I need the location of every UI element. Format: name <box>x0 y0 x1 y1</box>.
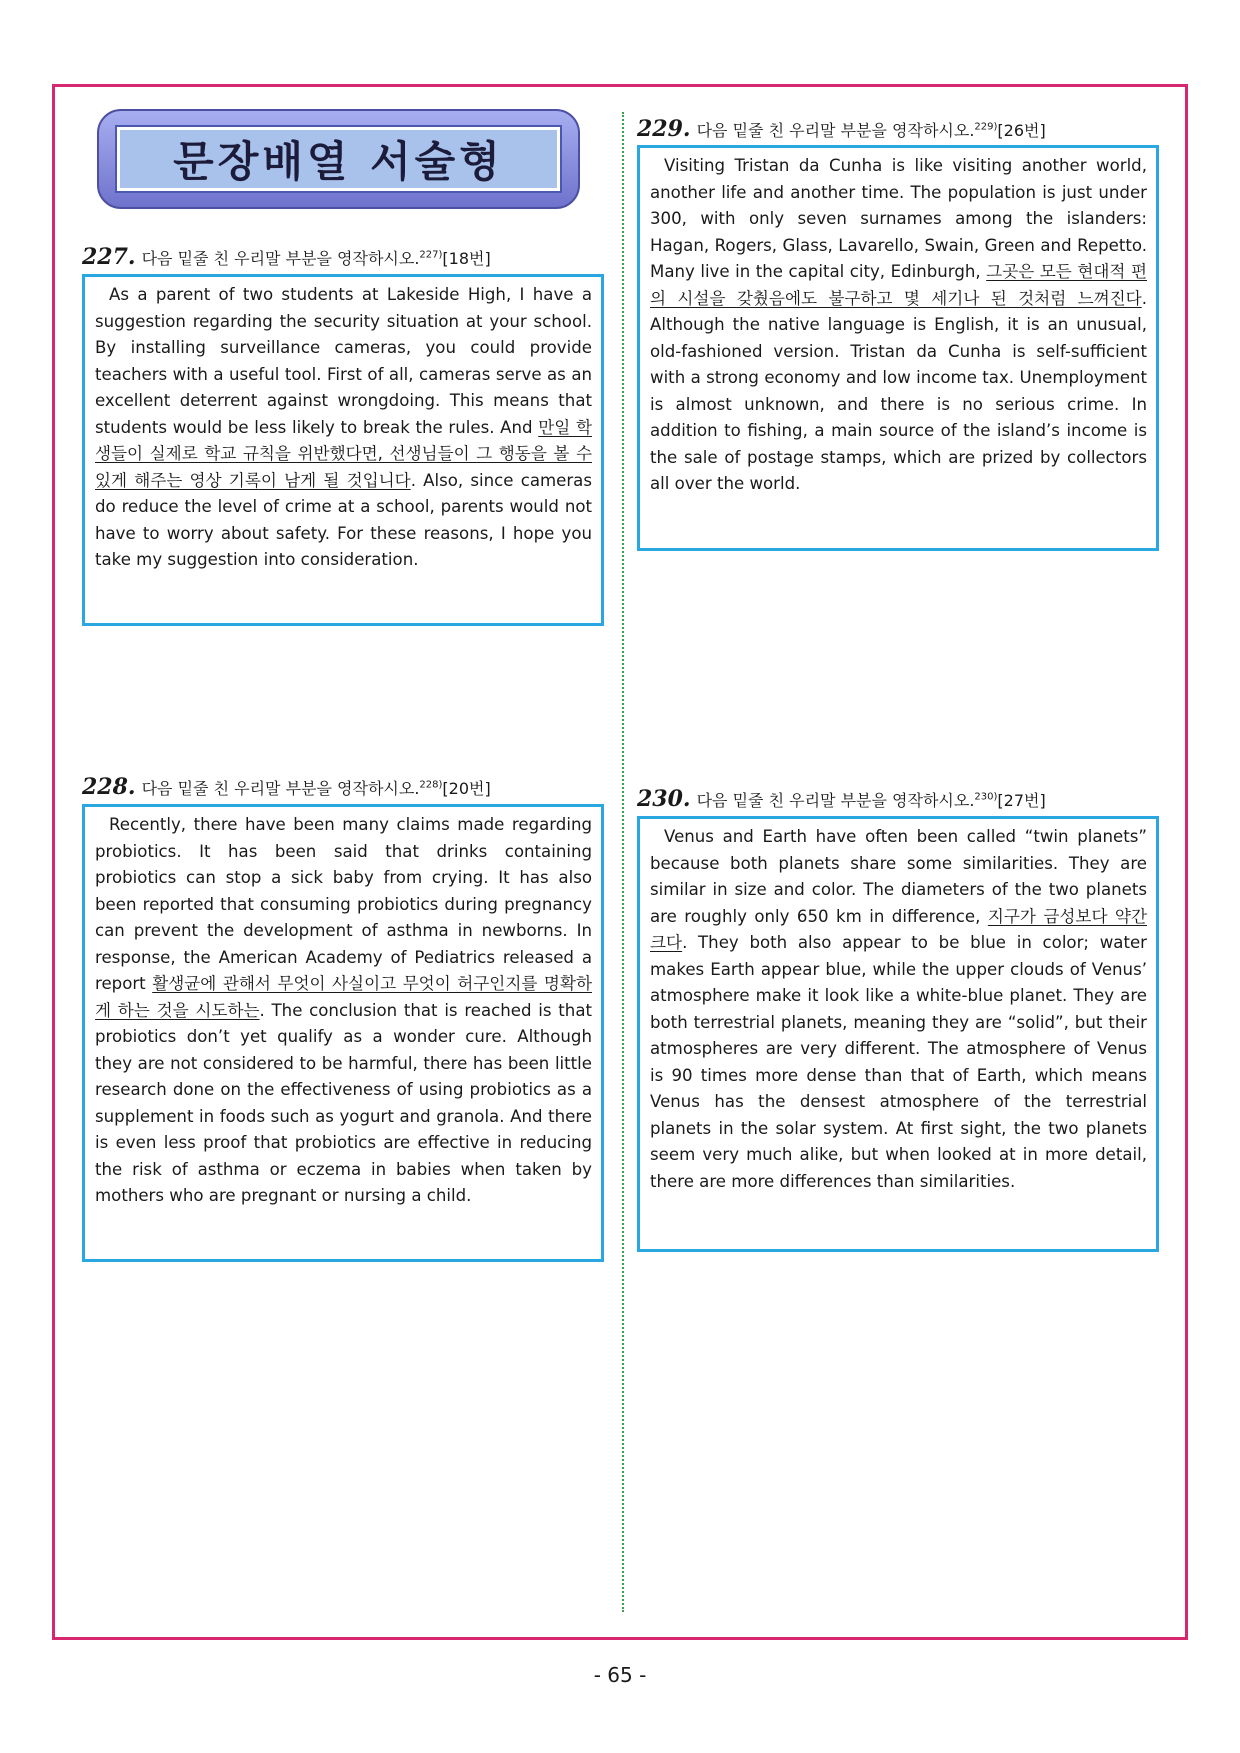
question-prompt: 다음 밑줄 친 우리말 부분을 영작하시오. <box>141 779 420 798</box>
section-banner-inner <box>117 127 560 191</box>
question-points: [18번] <box>442 249 491 268</box>
passage-text: . Although the native language is English, it is an unusual, old-fashioned version. Tristan da Cunha is self-sufficient with a strong economy and low income tax. Unemployment is almost unknown, and there is no serious crime. In addition to fishing, a main source of the island’s income is the sale of postage stamps, which are prized by collectors all over the world. <box>650 288 1147 493</box>
underlined-korean: 그곳은 모든 현대적 편의 시설을 갖췄음에도 불구하고 몇 세기나 된 것처럼 느껴진다 <box>650 262 1147 308</box>
question-prompt: 다음 밑줄 친 우리말 부분을 영작하시오. <box>696 121 975 140</box>
passage-text: . They both also appear to be blue in color; water makes Earth appear blue, while the upper clouds of Venus’ atmosphere make it look like a white-blue planet. They are both terrestrial planets, meaning they are “solid”, but their atmospheres are very different. The atmosphere of Venus is 90 times more dense than that of Earth, which means Venus has the densest atmosphere of the terrestrial planets in the solar system. At first sight, the two planets seem very much alike, but when looked at in more detail, there are more differences than similarities. <box>650 933 1147 1191</box>
question-points: [27번] <box>997 791 1046 810</box>
passage-text: As a parent of two students at Lakeside High, I have a suggestion regarding the security situation at your school. By installing surveillance cameras, you could provide teachers with a useful tool. First of all, cameras serve as an excellent deterrent against wrongdoing. This means that students would be less likely to break the rules. And <box>95 285 592 437</box>
underlined-korean: 만일 학생들이 실제로 학교 규칙을 위반했다면, 선생님들이 그 행동을 볼 수 있게 해주는 영상 기록이 남게 될 것입니다 <box>95 417 592 490</box>
passage-text: . The conclusion that is reached is that probiotics don’t yet qualify as a wonder cure. Although they are not considered to be harmful, there has been little research done on the effectiveness of using probiotics as a supplement in foods such as yogurt and granola. And there is even less proof that probiotics are effective in reducing the risk of asthma or eczema in babies when taken by mothers who are pregnant or nursing a child. <box>95 1000 592 1205</box>
footnote-ref: 227) <box>419 249 443 261</box>
question-passage <box>82 804 604 1262</box>
footnote-ref: 228) <box>419 779 443 791</box>
question-prompt: 다음 밑줄 친 우리말 부분을 영작하시오. <box>696 791 975 810</box>
passage-text: Recently, there have been many claims made regarding probiotics. It has been said that drinks containing probiotics can stop a sick baby from crying. It has also been reported that consuming probiotics during pregnancy can prevent the development of asthma in newborns. In response, the American Academy of Pediatrics released a report <box>95 815 592 993</box>
question-heading <box>82 244 491 270</box>
question-points: [20번] <box>442 779 491 798</box>
question-passage <box>637 145 1159 551</box>
question-heading <box>637 786 1046 812</box>
passage-text: . Also, since cameras do reduce the level of crime at a school, parents would not have to worry about safety. For these reasons, I hope you take my suggestion into consideration. <box>95 470 592 569</box>
underlined-korean: 활생균에 관해서 무엇이 사실이고 무엇이 허구인지를 명확하게 하는 것을 시도하는 <box>95 974 592 1020</box>
question-prompt: 다음 밑줄 친 우리말 부분을 영작하시오. <box>141 249 420 268</box>
question-passage <box>82 274 604 626</box>
footnote-ref: 230) <box>974 791 998 803</box>
section-banner <box>97 109 580 209</box>
question-points: [26번] <box>997 121 1046 140</box>
question-number: 230. <box>637 786 691 812</box>
question-passage <box>637 816 1159 1252</box>
column-divider <box>622 112 624 1612</box>
section-title: 문장배열 서술형 <box>173 137 504 186</box>
question-heading <box>82 774 491 800</box>
question-number: 229. <box>637 116 691 142</box>
underlined-korean: 지구가 금성보다 약간 크다 <box>650 906 1147 952</box>
passage-text: Visiting Tristan da Cunha is like visiting another world, another life and another time. The population is just under 300, with only seven surnames among the islanders: Hagan, Rogers, Glass, Lavarello, Swain, Green and Repetto. Many live in the capital city, Edinburgh, <box>650 156 1147 281</box>
page-number: - 65 - <box>593 1663 647 1687</box>
question-number: 227. <box>82 244 136 270</box>
footnote-ref: 229) <box>974 121 998 133</box>
passage-text: Venus and Earth have often been called “twin planets” because both planets share some similarities. They are similar in size and color. The diameters of the two planets are roughly only 650 km in difference, <box>650 827 1147 926</box>
question-number: 228. <box>82 774 136 800</box>
question-heading <box>637 116 1046 142</box>
